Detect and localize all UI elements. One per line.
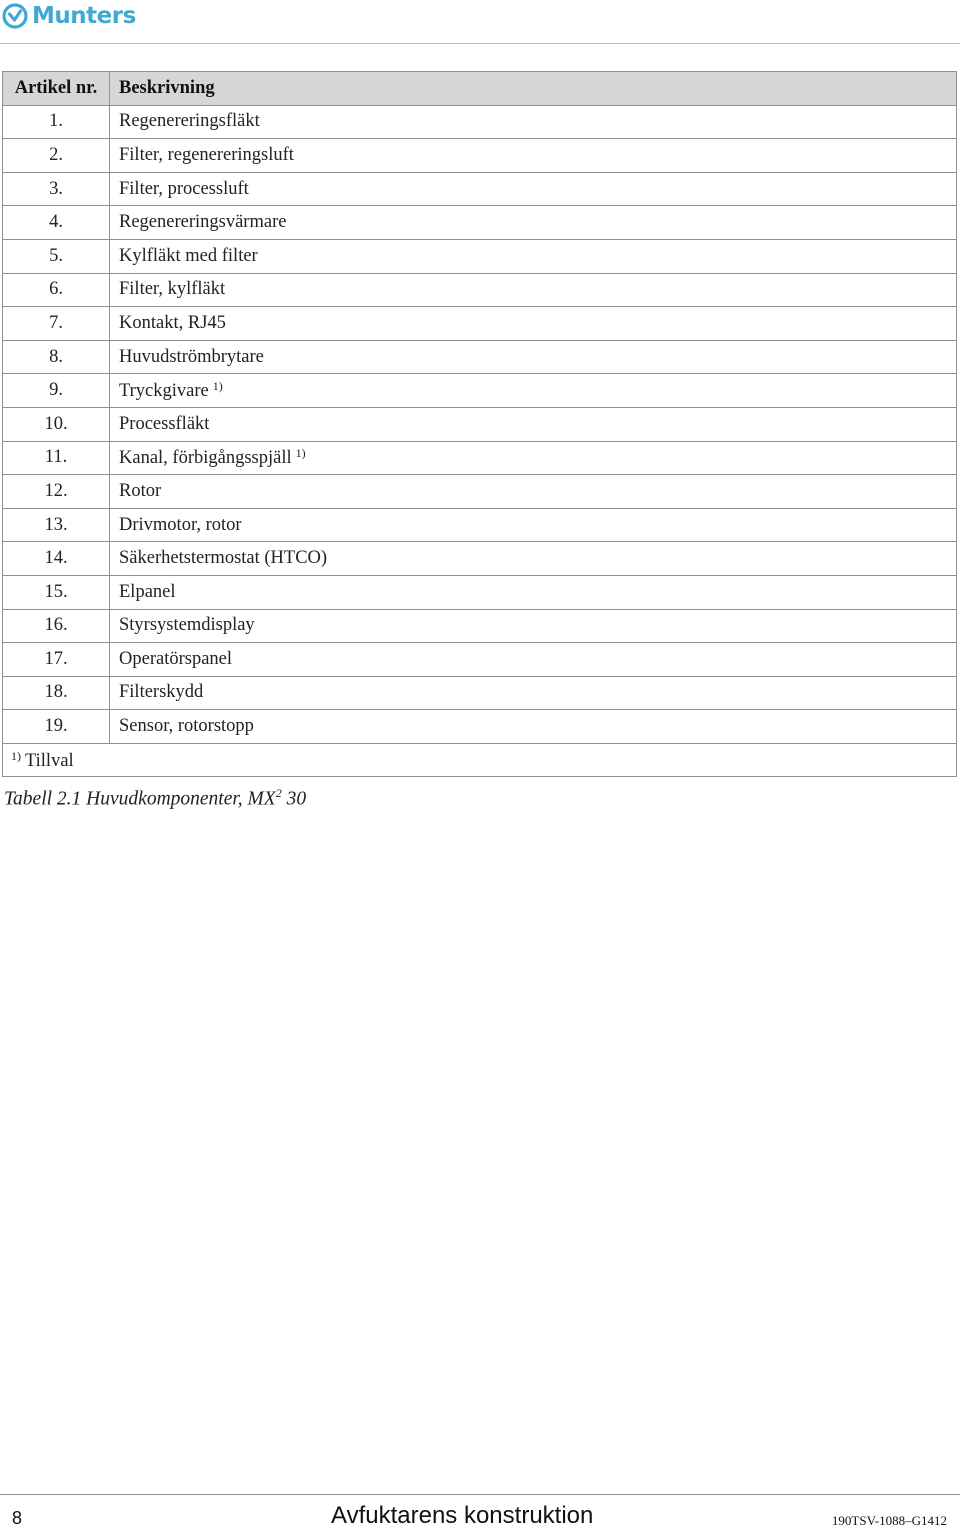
description-cell [110, 307, 957, 341]
description-cell [110, 676, 957, 710]
description-cell [110, 475, 957, 509]
footer-title: Avfuktarens konstruktion [331, 1502, 594, 1529]
table-row [3, 105, 957, 139]
caption-text: Tabell 2.1 Huvudkomponenter, MX [4, 788, 276, 810]
table-row [3, 307, 957, 341]
article-number-cell: 19. [3, 710, 110, 744]
table-row [3, 374, 957, 408]
article-number-cell: 11. [3, 441, 110, 475]
description-text: Kylfläkt med filter [119, 245, 258, 266]
description-cell [110, 105, 957, 139]
description-cell [110, 575, 957, 609]
description-cell [110, 340, 957, 374]
description-text: Filter, processluft [119, 178, 249, 199]
column-header-article-number: Artikel nr. [3, 72, 110, 106]
description-text: Elpanel [119, 581, 176, 602]
description-cell [110, 609, 957, 643]
table-row [3, 710, 957, 744]
description-cell [110, 239, 957, 273]
description-text: Regenereringsfläkt [119, 111, 260, 132]
description-text: Säkerhetstermostat (HTCO) [119, 548, 328, 569]
table-row [3, 475, 957, 509]
description-cell [110, 273, 957, 307]
table-row [3, 575, 957, 609]
article-number-cell: 13. [3, 508, 110, 542]
description-cell [110, 374, 957, 408]
article-number-cell: 9. [3, 374, 110, 408]
munters-logo-icon [2, 3, 28, 29]
description-cell [110, 407, 957, 441]
table-row [3, 239, 957, 273]
caption-tail: 30 [281, 788, 307, 810]
table-row [3, 206, 957, 240]
logo-text: Munters [32, 3, 136, 29]
article-number-cell: 4. [3, 206, 110, 240]
article-number-cell: 10. [3, 407, 110, 441]
description-text: Kontakt, RJ45 [119, 312, 226, 333]
footnote-text: Tillval [25, 750, 74, 771]
table-header-row [3, 72, 957, 106]
description-text: Processfläkt [119, 413, 210, 434]
article-number-cell: 15. [3, 575, 110, 609]
caption-superscript: 2 [275, 786, 282, 800]
table-row [3, 542, 957, 576]
table-row [3, 609, 957, 643]
column-header-description: Beskrivning [110, 72, 957, 106]
article-number-cell: 14. [3, 542, 110, 576]
article-number-cell: 8. [3, 340, 110, 374]
article-number-cell: 16. [3, 609, 110, 643]
description-text: Filterskydd [119, 682, 204, 703]
table-row [3, 139, 957, 173]
description-cell [110, 508, 957, 542]
table-row [3, 407, 957, 441]
description-text: Kanal, förbigångsspjäll [119, 448, 292, 469]
table-row [3, 676, 957, 710]
munters-logo [2, 2, 136, 30]
table-row [3, 508, 957, 542]
components-table [2, 71, 957, 777]
article-number-cell: 3. [3, 172, 110, 206]
table-row [3, 273, 957, 307]
table-row [3, 643, 957, 677]
page-number: 8 [12, 1508, 23, 1528]
description-cell [110, 139, 957, 173]
description-text: Filter, kylfläkt [119, 279, 226, 300]
description-text: Sensor, rotorstopp [119, 716, 254, 737]
footnote-reference: 1) [295, 446, 306, 461]
article-number-cell: 6. [3, 273, 110, 307]
description-text: Operatörspanel [119, 648, 233, 669]
article-number-cell: 12. [3, 475, 110, 509]
description-cell [110, 643, 957, 677]
article-number-cell: 2. [3, 139, 110, 173]
table-body [3, 105, 957, 743]
description-cell [110, 542, 957, 576]
footnote-mark: 1) [11, 748, 21, 763]
table-caption [4, 786, 306, 811]
article-number-cell: 1. [3, 105, 110, 139]
description-text: Filter, regenereringsluft [119, 144, 294, 165]
article-number-cell: 7. [3, 307, 110, 341]
article-number-cell: 17. [3, 643, 110, 677]
header-divider [0, 43, 960, 44]
description-text: Rotor [119, 480, 162, 501]
description-text: Styrsystemdisplay [119, 615, 255, 636]
article-number-cell: 5. [3, 239, 110, 273]
description-text: Regenereringsvärmare [119, 212, 287, 233]
description-cell [110, 710, 957, 744]
footnote-cell [3, 743, 957, 777]
footer-divider [0, 1494, 960, 1495]
description-cell [110, 206, 957, 240]
description-text: Huvudströmbrytare [119, 346, 264, 367]
footnote-reference: 1) [212, 379, 223, 394]
description-cell [110, 441, 957, 475]
document-code: 190TSV-1088–G1412 [831, 1513, 947, 1528]
description-cell [110, 172, 957, 206]
description-text: Drivmotor, rotor [119, 514, 242, 535]
article-number-cell: 18. [3, 676, 110, 710]
footnote-row [3, 743, 957, 777]
table-row [3, 340, 957, 374]
description-text: Tryckgivare [119, 381, 209, 402]
table-row [3, 172, 957, 206]
table-row [3, 441, 957, 475]
